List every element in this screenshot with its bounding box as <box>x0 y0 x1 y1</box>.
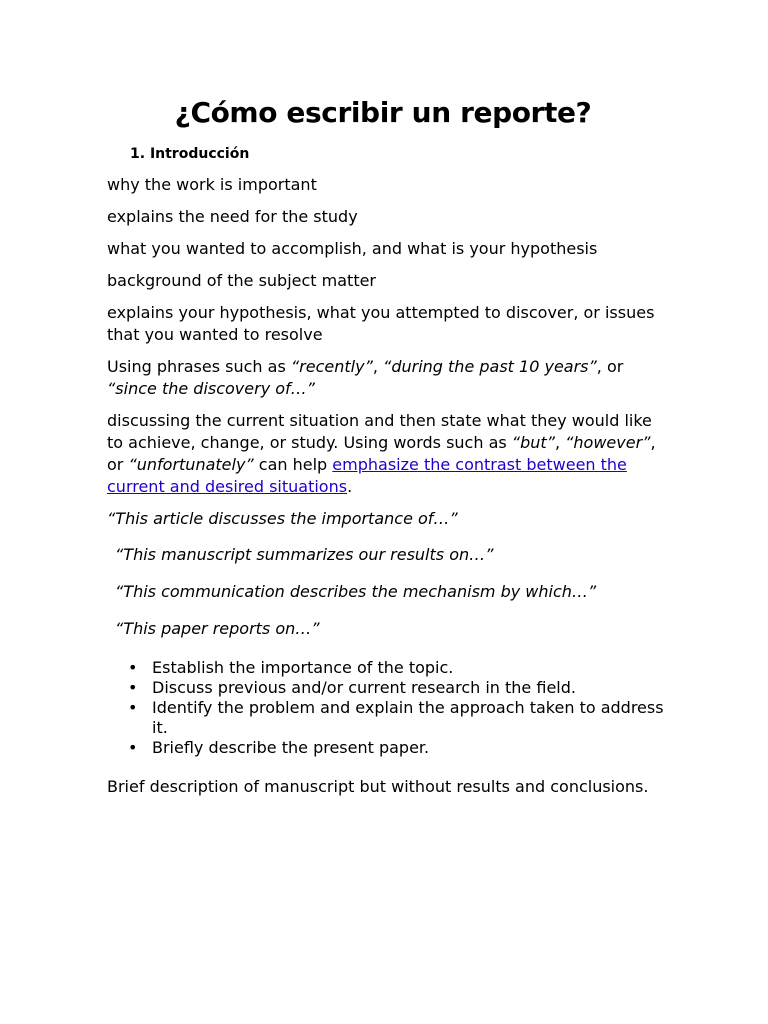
contrast-separator: , or <box>107 433 656 474</box>
list-item <box>128 698 667 738</box>
paragraph-hypothesis: what you wanted to accomplish, and what is your hypothesis <box>107 239 598 258</box>
paragraph-phrases <box>107 356 667 400</box>
paragraph-need: explains the need for the study <box>107 207 358 226</box>
phrase-recently: “recently” <box>290 357 373 376</box>
word-unfortunately: “unfortunately” <box>128 455 254 474</box>
page-title: ¿Cómo escribir un reporte? <box>174 96 592 129</box>
list-item-text: Identify the problem and explain the approach taken to address it. <box>152 698 664 737</box>
phrase-separator: , <box>372 357 384 376</box>
contrast-separator: , <box>554 433 566 452</box>
paragraph-closing: Brief description of manuscript but without results and conclusions. <box>107 777 649 796</box>
contrast-text: can help <box>253 455 333 474</box>
list-item-text: Discuss previous and/or current research in the field. <box>152 678 576 697</box>
quote-article: “This article discusses the importance of…” <box>107 509 458 528</box>
quote-manuscript: “This manuscript summarizes our results on…” <box>115 545 494 564</box>
contrast-text: discussing the current situation and then state what they would like to achieve, change, or study. Using words such as <box>107 411 652 452</box>
bullet-icon: • <box>128 738 138 757</box>
phrases-prefix: Using phrases such as <box>107 357 291 376</box>
bullet-icon: • <box>128 698 138 717</box>
bullet-icon: • <box>128 658 138 677</box>
list-item <box>128 658 667 678</box>
quote-paper: “This paper reports on…” <box>115 619 320 638</box>
phrase-separator: , or <box>596 357 624 376</box>
paragraph-background: background of the subject matter <box>107 271 377 290</box>
paragraph-explains: explains your hypothesis, what you attempted to discover, or issues that you wanted to resolve <box>107 303 655 344</box>
section-title: Introducción <box>149 146 250 162</box>
emphasize-contrast-link[interactable]: emphasize the contrast between the current and desired situations <box>107 455 627 496</box>
paragraph-importance: why the work is important <box>107 175 317 194</box>
word-but: “but” <box>511 433 555 452</box>
bullet-icon: • <box>128 678 138 697</box>
section-number: 1. <box>130 146 146 162</box>
paragraph-contrast <box>107 410 667 498</box>
list-item-text: Briefly describe the present paper. <box>152 738 430 757</box>
quote-communication: “This communication describes the mechanism by which…” <box>115 582 597 601</box>
phrase-past-years: “during the past 10 years” <box>383 357 597 376</box>
contrast-end: . <box>347 477 353 496</box>
phrase-since-discovery: “since the discovery of…” <box>107 379 315 398</box>
section-heading <box>130 145 249 163</box>
list-item <box>128 738 667 758</box>
list-item-text: Establish the importance of the topic. <box>152 658 454 677</box>
word-however: “however” <box>565 433 651 452</box>
list-item <box>128 678 667 698</box>
document-body <box>107 174 667 808</box>
bullet-list <box>107 658 667 758</box>
